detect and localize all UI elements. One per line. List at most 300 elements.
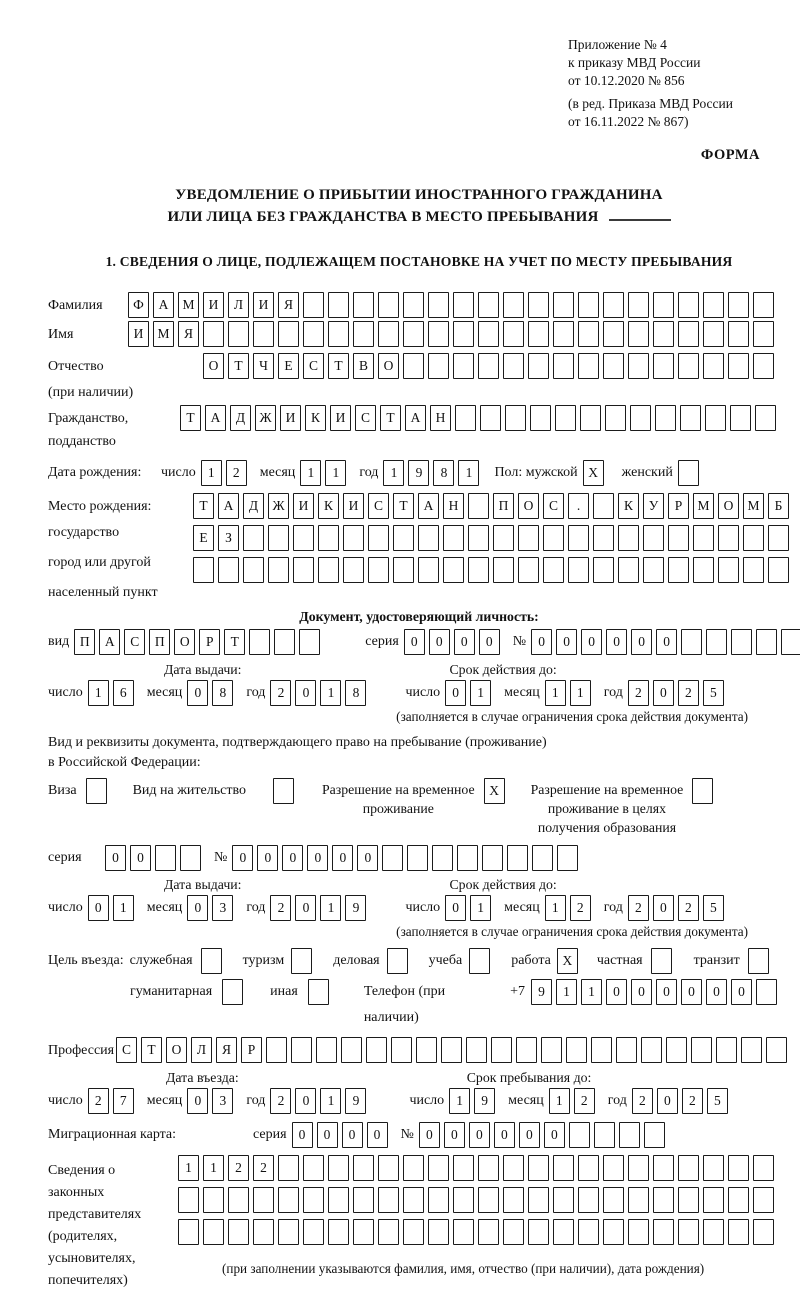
char-cell	[293, 525, 314, 551]
valid-month-boxes	[545, 680, 595, 706]
char-cell	[268, 525, 289, 551]
phone-label: Телефон (при наличии)	[363, 984, 446, 1025]
char-cell: 2	[270, 680, 291, 706]
char-cell: 1	[556, 979, 577, 1005]
patronymic-boxes	[203, 353, 778, 379]
patronymic-label: Отчество (при наличии)	[48, 353, 203, 401]
char-cell	[528, 292, 549, 318]
firstname-boxes	[128, 321, 778, 347]
char-cell: 2	[88, 1088, 109, 1114]
char-cell	[553, 321, 574, 347]
char-cell: 8	[212, 680, 233, 706]
char-cell	[178, 1187, 199, 1213]
field-patronymic	[48, 353, 790, 401]
char-cell	[728, 1187, 749, 1213]
char-cell: 8	[345, 680, 366, 706]
phone-boxes	[531, 979, 781, 1005]
char-cell	[503, 1155, 524, 1181]
char-cell: 0	[307, 845, 328, 871]
char-cell: 0	[531, 629, 552, 655]
citizenship-label: Гражданство, подданство	[48, 405, 180, 450]
residence-doc-series-row	[48, 845, 790, 871]
char-cell: А	[405, 405, 426, 431]
citizenship-label-2: подданство	[48, 434, 116, 449]
char-cell: 0	[295, 1088, 316, 1114]
temp-permit-checkbox	[484, 778, 509, 804]
field-birth-date	[48, 460, 790, 486]
char-cell	[530, 405, 551, 431]
char-cell	[228, 1187, 249, 1213]
char-cell	[557, 845, 578, 871]
char-cell	[418, 525, 439, 551]
char-cell	[528, 1155, 549, 1181]
char-cell	[291, 1037, 312, 1063]
char-cell	[203, 321, 224, 347]
char-cell	[653, 321, 674, 347]
char-cell: 0	[653, 895, 674, 921]
purpose-tourism-checkbox	[291, 948, 316, 974]
char-cell	[353, 292, 374, 318]
char-cell: 0	[367, 1122, 388, 1148]
char-cell: 0	[731, 979, 752, 1005]
char-cell	[308, 979, 329, 1005]
char-cell: 0	[357, 845, 378, 871]
char-cell	[703, 1187, 724, 1213]
char-cell: Р	[199, 629, 220, 655]
char-cell: Я	[178, 321, 199, 347]
firstname-label: Имя	[48, 327, 74, 342]
doc-number-boxes	[531, 629, 800, 655]
char-cell	[653, 1219, 674, 1245]
char-cell	[503, 1219, 524, 1245]
char-cell	[591, 1037, 612, 1063]
char-cell	[628, 1187, 649, 1213]
char-cell	[291, 948, 312, 974]
char-cell	[155, 845, 176, 871]
char-cell: 0	[342, 1122, 363, 1148]
char-cell	[303, 321, 324, 347]
field-citizenship	[48, 405, 790, 450]
char-cell	[391, 1037, 412, 1063]
char-cell	[428, 1155, 449, 1181]
char-cell	[403, 353, 424, 379]
stay-day-boxes	[449, 1088, 499, 1114]
char-cell: 0	[656, 979, 677, 1005]
char-cell	[249, 629, 270, 655]
char-cell: О	[518, 493, 539, 519]
char-cell: 1	[549, 1088, 570, 1114]
char-cell: 1	[458, 460, 479, 486]
char-cell	[518, 525, 539, 551]
char-cell: 0	[519, 1122, 540, 1148]
representatives-block	[48, 1155, 790, 1292]
entry-dates: число 2 7 месяц 0 3 год 2 0 1 9 число 1 9 месяц 1 2 год 2 0 2 5	[48, 1088, 790, 1114]
char-cell: 0	[454, 629, 475, 655]
char-cell	[453, 292, 474, 318]
valid-year-boxes	[628, 895, 728, 921]
birth-place-row-2	[193, 525, 793, 551]
appendix-line: Приложение № 4	[568, 37, 667, 52]
char-cell	[741, 1037, 762, 1063]
char-cell	[368, 557, 389, 583]
humanitarian-label: гуманитарная	[130, 984, 213, 999]
char-cell: 2	[228, 1155, 249, 1181]
char-cell	[318, 525, 339, 551]
char-cell	[228, 1219, 249, 1245]
char-cell	[203, 1187, 224, 1213]
field-profession	[48, 1037, 790, 1063]
char-cell	[678, 460, 699, 486]
identity-doc-heading: Документ, удостоверяющий личность:	[299, 609, 539, 624]
issue-year-boxes	[270, 895, 370, 921]
char-cell: 1	[470, 895, 491, 921]
char-cell: И	[280, 405, 301, 431]
char-cell	[730, 405, 751, 431]
char-cell	[193, 557, 214, 583]
char-cell	[568, 525, 589, 551]
char-cell: 5	[703, 680, 724, 706]
char-cell: 2	[253, 1155, 274, 1181]
migration-card-label: Миграционная карта:	[48, 1127, 177, 1142]
purpose-work-checkbox	[557, 948, 582, 974]
char-cell	[503, 321, 524, 347]
identity-doc-dates: число 1 6 месяц 0 8 год 2 0 1 8 число 0 1 месяц 1 1 год 2 0 2 5	[48, 680, 790, 706]
char-cell	[748, 948, 769, 974]
char-cell	[353, 321, 374, 347]
char-cell	[644, 1122, 665, 1148]
char-cell: Т	[328, 353, 349, 379]
valid-until-label: Срок действия до:	[449, 877, 557, 892]
char-cell: 5	[707, 1088, 728, 1114]
char-cell: 0	[445, 680, 466, 706]
issue-date-label: Дата выдачи:	[164, 877, 242, 892]
char-cell	[681, 629, 702, 655]
char-cell	[568, 557, 589, 583]
char-cell	[503, 1187, 524, 1213]
char-cell	[253, 321, 274, 347]
char-cell: 1	[545, 680, 566, 706]
char-cell	[407, 845, 428, 871]
birth-place-row-1	[193, 493, 793, 519]
surname-label: Фамилия	[48, 298, 103, 313]
char-cell	[478, 1187, 499, 1213]
char-cell	[299, 629, 320, 655]
valid-month-boxes	[545, 895, 595, 921]
char-cell: И	[128, 321, 149, 347]
birth-place-label: Место рождения: государство город или другой населенный пункт	[48, 499, 158, 600]
char-cell: 1	[545, 895, 566, 921]
char-cell	[468, 557, 489, 583]
char-cell: 1	[178, 1155, 199, 1181]
char-cell: 3	[212, 1088, 233, 1114]
char-cell: И	[343, 493, 364, 519]
document-title	[48, 184, 790, 228]
title-line-2: ИЛИ ЛИЦА БЕЗ ГРАЖДАНСТВА В МЕСТО ПРЕБЫВАНИЯ	[48, 206, 790, 228]
char-cell: И	[253, 292, 274, 318]
char-cell: В	[353, 353, 374, 379]
char-cell: К	[318, 493, 339, 519]
char-cell: 0	[404, 629, 425, 655]
char-cell	[468, 493, 489, 519]
char-cell	[278, 1187, 299, 1213]
profession-label: Профессия	[48, 1043, 115, 1058]
char-cell	[178, 1219, 199, 1245]
char-cell: 1	[300, 460, 321, 486]
char-cell	[418, 557, 439, 583]
char-cell: З	[218, 525, 239, 551]
char-cell: 1	[581, 979, 602, 1005]
char-cell: 0	[419, 1122, 440, 1148]
char-cell	[553, 1187, 574, 1213]
char-cell	[594, 1122, 615, 1148]
char-cell	[678, 292, 699, 318]
char-cell	[678, 1155, 699, 1181]
char-cell	[503, 292, 524, 318]
entry-day-boxes	[88, 1088, 138, 1114]
char-cell: С	[124, 629, 145, 655]
char-cell: 0	[653, 680, 674, 706]
residence-permit-checkbox	[273, 778, 298, 804]
char-cell: 9	[531, 979, 552, 1005]
char-cell: X	[484, 778, 505, 804]
char-cell: 0	[469, 1122, 490, 1148]
char-cell	[480, 405, 501, 431]
char-cell	[716, 1037, 737, 1063]
char-cell	[353, 1219, 374, 1245]
char-cell	[753, 1187, 774, 1213]
char-cell: 0	[445, 895, 466, 921]
char-cell	[403, 292, 424, 318]
char-cell: 2	[270, 1088, 291, 1114]
char-cell	[593, 493, 614, 519]
section1-heading: 1. СВЕДЕНИЯ О ЛИЦЕ, ПОДЛЕЖАЩЕМ ПОСТАНОВКЕ НА УЧЕТ ПО МЕСТУ ПРЕБЫВАНИЯ	[105, 254, 733, 269]
char-cell	[453, 353, 474, 379]
stay-year-boxes	[632, 1088, 732, 1114]
birth-place-row-3	[193, 557, 793, 583]
char-cell	[678, 353, 699, 379]
forma-label: ФОРМА	[700, 147, 760, 163]
surname-boxes	[128, 292, 778, 318]
char-cell	[253, 1219, 274, 1245]
residence-doc-date-headers	[48, 877, 790, 893]
char-cell: 0	[88, 895, 109, 921]
char-cell: 0	[130, 845, 151, 871]
char-cell	[482, 845, 503, 871]
title-line-1: УВЕДОМЛЕНИЕ О ПРИБЫТИИ ИНОСТРАННОГО ГРАЖДАНИНА	[175, 187, 663, 203]
char-cell	[553, 353, 574, 379]
char-cell: 2	[678, 680, 699, 706]
field-firstname	[48, 321, 790, 347]
char-cell	[743, 525, 764, 551]
char-cell	[668, 557, 689, 583]
char-cell	[382, 845, 403, 871]
char-cell	[593, 557, 614, 583]
char-cell	[603, 1219, 624, 1245]
char-cell: 0	[332, 845, 353, 871]
char-cell: 2	[628, 680, 649, 706]
char-cell: У	[643, 493, 664, 519]
char-cell: М	[178, 292, 199, 318]
char-cell	[603, 292, 624, 318]
birth-year-boxes	[383, 460, 483, 486]
char-cell	[628, 292, 649, 318]
char-cell	[541, 1037, 562, 1063]
char-cell: К	[618, 493, 639, 519]
char-cell	[428, 1219, 449, 1245]
char-cell	[731, 629, 752, 655]
char-cell	[303, 1219, 324, 1245]
char-cell	[293, 557, 314, 583]
char-cell: 0	[317, 1122, 338, 1148]
char-cell: А	[99, 629, 120, 655]
temp-permit-label: Разрешение на временное проживание	[321, 782, 475, 816]
month-label: месяц	[259, 465, 296, 480]
option-temp-permit	[322, 778, 509, 818]
char-cell: Р	[668, 493, 689, 519]
char-cell	[678, 1219, 699, 1245]
char-cell: 1	[201, 460, 222, 486]
purpose-transit-checkbox	[748, 948, 773, 974]
char-cell: 0	[606, 979, 627, 1005]
char-cell: 9	[345, 895, 366, 921]
char-cell	[628, 1219, 649, 1245]
char-cell	[630, 405, 651, 431]
char-cell	[628, 353, 649, 379]
char-cell	[453, 321, 474, 347]
char-cell	[706, 629, 727, 655]
purpose-business-checkbox	[387, 948, 412, 974]
identity-doc-note: (заполняется в случае ограничения срока действия документа)	[396, 709, 748, 724]
char-cell	[553, 1219, 574, 1245]
char-cell	[728, 321, 749, 347]
char-cell	[651, 948, 672, 974]
char-cell: 1	[113, 895, 134, 921]
char-cell	[728, 1155, 749, 1181]
stay-month-boxes	[549, 1088, 599, 1114]
char-cell: 0	[606, 629, 627, 655]
char-cell: .	[568, 493, 589, 519]
char-cell	[180, 845, 201, 871]
char-cell	[755, 405, 776, 431]
char-cell	[578, 353, 599, 379]
char-cell	[378, 1219, 399, 1245]
char-cell	[343, 557, 364, 583]
char-cell	[756, 979, 777, 1005]
char-cell	[303, 292, 324, 318]
char-cell	[553, 1155, 574, 1181]
char-cell	[493, 525, 514, 551]
edu-permit-label: Разрешение на временное проживание в целях получения образования	[530, 782, 684, 835]
entry-date-headers	[48, 1070, 790, 1086]
char-cell	[457, 845, 478, 871]
char-cell	[443, 557, 464, 583]
char-cell: 0	[429, 629, 450, 655]
char-cell: 2	[682, 1088, 703, 1114]
purpose-humanitarian-checkbox	[222, 979, 247, 1005]
char-cell	[378, 1155, 399, 1181]
char-cell	[703, 1155, 724, 1181]
char-cell	[378, 292, 399, 318]
char-cell	[678, 321, 699, 347]
char-cell	[641, 1037, 662, 1063]
char-cell: Р	[241, 1037, 262, 1063]
char-cell: 0	[544, 1122, 565, 1148]
char-cell: Л	[191, 1037, 212, 1063]
char-cell	[705, 405, 726, 431]
char-cell: О	[718, 493, 739, 519]
char-cell	[353, 1155, 374, 1181]
char-cell: X	[557, 948, 578, 974]
appendix-line: от 10.12.2020 № 856	[568, 73, 685, 88]
char-cell: 0	[257, 845, 278, 871]
sex-female-label: женский	[621, 465, 673, 480]
char-cell: 1	[320, 895, 341, 921]
char-cell	[353, 1187, 374, 1213]
char-cell	[243, 557, 264, 583]
char-cell: Т	[224, 629, 245, 655]
entry-year-boxes	[270, 1088, 370, 1114]
char-cell: Я	[278, 292, 299, 318]
char-cell: П	[149, 629, 170, 655]
char-cell: М	[743, 493, 764, 519]
char-cell: А	[218, 493, 239, 519]
char-cell	[343, 525, 364, 551]
char-cell: С	[303, 353, 324, 379]
char-cell	[341, 1037, 362, 1063]
char-cell	[655, 405, 676, 431]
char-cell: Л	[228, 292, 249, 318]
representatives-row-2	[178, 1187, 778, 1213]
char-cell: 1	[320, 680, 341, 706]
char-cell	[578, 1187, 599, 1213]
char-cell	[274, 629, 295, 655]
char-cell	[653, 353, 674, 379]
char-cell: Д	[243, 493, 264, 519]
char-cell: Т	[180, 405, 201, 431]
char-cell: Н	[430, 405, 451, 431]
char-cell: 2	[628, 895, 649, 921]
char-cell	[303, 1187, 324, 1213]
residence-doc-options	[48, 778, 790, 837]
migration-series-label: серия	[253, 1127, 287, 1142]
char-cell	[466, 1037, 487, 1063]
char-cell	[368, 525, 389, 551]
doc-kind-label: вид	[48, 634, 70, 649]
char-cell: 2	[570, 895, 591, 921]
char-cell	[703, 292, 724, 318]
char-cell	[478, 292, 499, 318]
amendment-line: от 16.11.2022 № 867)	[568, 114, 689, 129]
char-cell	[593, 525, 614, 551]
char-cell: 0	[187, 680, 208, 706]
char-cell	[756, 629, 777, 655]
char-cell	[228, 321, 249, 347]
char-cell	[603, 1187, 624, 1213]
char-cell	[668, 525, 689, 551]
char-cell: 2	[678, 895, 699, 921]
char-cell: Ж	[268, 493, 289, 519]
purpose-label: Цель въезда:	[48, 953, 124, 968]
char-cell: 9	[474, 1088, 495, 1114]
char-cell: А	[153, 292, 174, 318]
char-cell	[616, 1037, 637, 1063]
char-cell	[387, 948, 408, 974]
doc-series-boxes	[404, 629, 504, 655]
char-cell: С	[368, 493, 389, 519]
char-cell: 0	[232, 845, 253, 871]
phone-prefix: +7	[510, 984, 525, 999]
char-cell	[603, 321, 624, 347]
